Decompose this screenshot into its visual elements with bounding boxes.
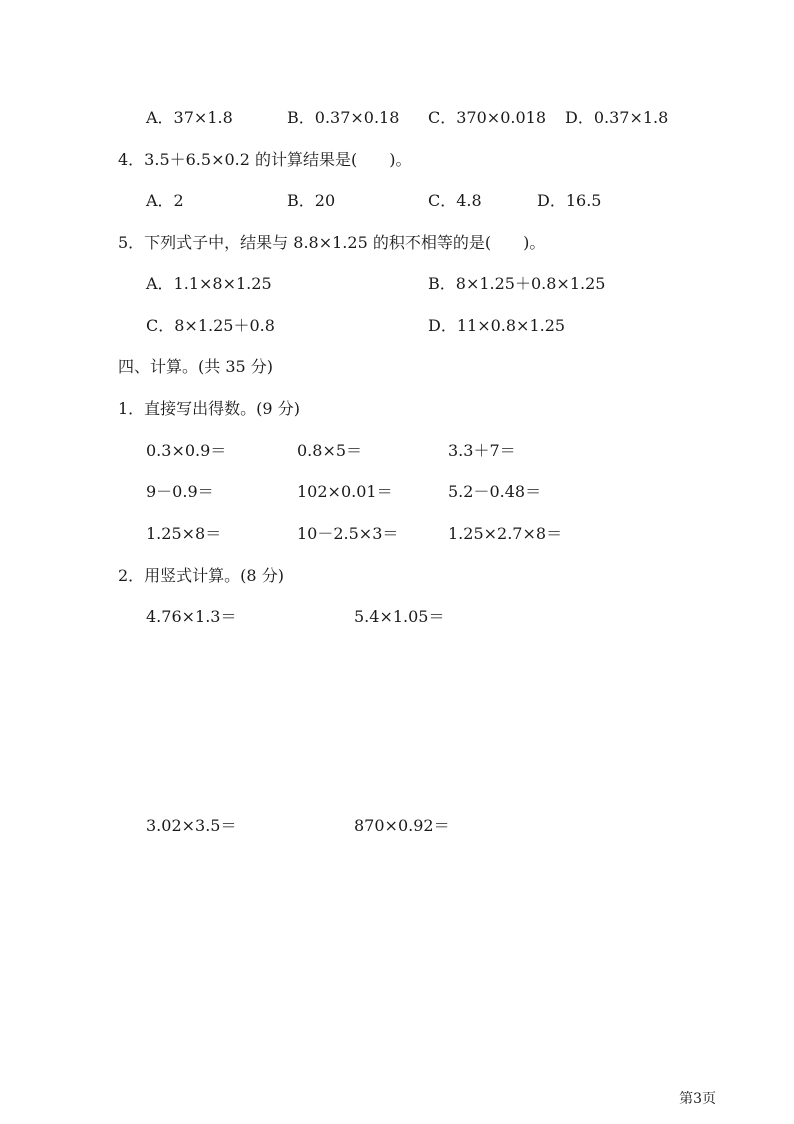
vertical-calc-item: 870×0.92＝ xyxy=(354,816,450,835)
q5-option-d: D．11×0.8×1.25 xyxy=(428,316,566,335)
q4-option-d: D．16.5 xyxy=(537,191,602,210)
calc-item: 1.25×8＝ xyxy=(146,524,222,543)
vertical-calc-item: 3.02×3.5＝ xyxy=(146,816,237,835)
q4-option-a: A．2 xyxy=(146,191,184,210)
section-title: 四、计算。(共 35 分) xyxy=(118,357,274,376)
q5-option-b: B．8×1.25＋0.8×1.25 xyxy=(428,274,606,293)
q5-stem: 5．下列式子中，结果与 8.8×1.25 的积不相等的是( )。 xyxy=(118,233,546,252)
calc-item: 0.8×5＝ xyxy=(297,441,363,460)
q3-option-a: A．37×1.8 xyxy=(146,108,233,127)
q5-option-c: C．8×1.25＋0.8 xyxy=(146,316,275,335)
q3-option-c: C．370×0.018 xyxy=(428,108,546,127)
part2-title: 2．用竖式计算。(8 分) xyxy=(118,566,284,585)
q3-option-b: B．0.37×0.18 xyxy=(287,108,400,127)
calc-item: 102×0.01＝ xyxy=(297,482,393,501)
part1-title: 1．直接写出得数。(9 分) xyxy=(118,399,300,418)
vertical-calc-item: 5.4×1.05＝ xyxy=(354,607,445,626)
page-number: 第3页 xyxy=(679,1091,716,1107)
q4-stem: 4．3.5＋6.5×0.2 的计算结果是( )。 xyxy=(118,150,412,169)
vertical-calc-item: 4.76×1.3＝ xyxy=(146,607,237,626)
q4-option-c: C．4.8 xyxy=(428,191,482,210)
calc-item: 5.2－0.48＝ xyxy=(448,482,542,501)
calc-item: 1.25×2.7×8＝ xyxy=(448,524,563,543)
calc-item: 0.3×0.9＝ xyxy=(146,441,227,460)
calc-item: 9－0.9＝ xyxy=(146,482,214,501)
calc-item: 3.3＋7＝ xyxy=(448,441,516,460)
q3-option-d: D．0.37×1.8 xyxy=(565,108,669,127)
q5-option-a: A．1.1×8×1.25 xyxy=(146,274,272,293)
calc-item: 10－2.5×3＝ xyxy=(297,524,399,543)
q4-option-b: B．20 xyxy=(287,191,336,210)
